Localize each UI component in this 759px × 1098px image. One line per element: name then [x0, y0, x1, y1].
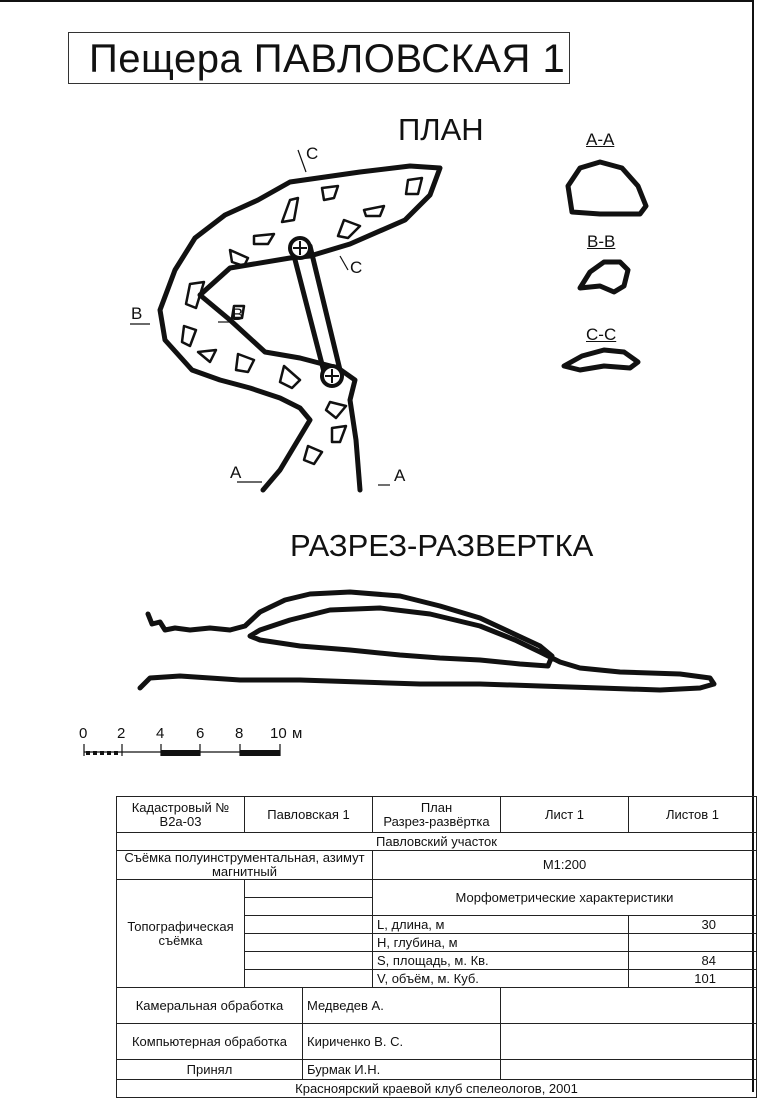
views-line2: Разрез-развёртка: [383, 813, 490, 829]
accepted-label: Принял: [117, 1060, 303, 1080]
cave-title: Пещера ПАВЛОВСКАЯ 1: [89, 37, 566, 81]
topo-row-3: [245, 916, 373, 934]
views-cell: [373, 797, 501, 833]
plan-passage-right: [310, 246, 340, 370]
views-line1: План: [420, 799, 453, 815]
length-label: L, длина, м: [373, 916, 629, 934]
marker-c-right: C: [350, 258, 363, 277]
accepted-value: Бурмак И.Н.: [303, 1060, 501, 1080]
plan-heading: ПЛАН: [398, 112, 484, 147]
accepted-empty: [501, 1060, 757, 1080]
scale-cell: М1:200: [373, 851, 757, 880]
district-cell: Павловский участок: [117, 833, 757, 851]
marker-a-right: A: [394, 466, 406, 485]
section-cc-label: C-C: [586, 325, 617, 344]
depth-value: [629, 934, 757, 952]
topo-row-2: [245, 898, 373, 916]
length-value: 30: [629, 916, 757, 934]
topo-row-5: [245, 952, 373, 970]
computer-label: Компьютерная обработка: [117, 1024, 303, 1060]
marker-b-left: B: [131, 304, 143, 323]
plan-passage-left: [292, 248, 324, 372]
section-bb-label: B-B: [587, 232, 616, 251]
section-aa-label: A-A: [586, 130, 615, 149]
cadastral-cell: [117, 797, 245, 833]
survey-type-cell: Съёмка полуинструментальная, азимут магнитный: [117, 851, 373, 880]
topo-row-6: [245, 970, 373, 988]
scale-tick-10: 10: [270, 725, 287, 742]
sheets-cell: Листов 1: [629, 797, 757, 833]
scale-unit: м: [292, 725, 303, 742]
topo-row-1: [245, 880, 373, 898]
cave-name-cell: Павловская 1: [245, 797, 373, 833]
sheet-cell: Лист 1: [501, 797, 629, 833]
scale-tick-4: 4: [156, 725, 165, 742]
section-heading: РАЗРЕЗ-РАЗВЕРТКА: [290, 528, 594, 563]
topo-row-4: [245, 934, 373, 952]
marker-a-left: A: [230, 463, 242, 482]
section-aa-shape: [568, 162, 646, 214]
scale-tick-8: 8: [235, 725, 244, 742]
profile-upper-wall: [140, 592, 714, 690]
scale-tick-2: 2: [117, 725, 126, 742]
marker-c-top: C: [306, 144, 319, 163]
title-block: [116, 796, 757, 1098]
section-bb-shape: [580, 262, 628, 292]
volume-label: V, объём, м. Куб.: [373, 970, 629, 988]
volume-value: 101: [629, 970, 757, 988]
marker-b-right: B: [232, 305, 244, 324]
cadastral-value: В2а-03: [159, 813, 202, 829]
cameral-value: Медведев А.: [303, 988, 501, 1024]
computer-empty: [501, 1024, 757, 1060]
cadastral-label: Кадастровый №: [131, 799, 230, 815]
scale-bar: [84, 744, 280, 756]
topo-survey-cell: Топографическая съёмка: [117, 880, 245, 988]
area-label: S, площадь, м. Кв.: [373, 952, 629, 970]
section-cc-shape: [564, 350, 638, 370]
depth-label: H, глубина, м: [373, 934, 629, 952]
scale-tick-0: 0: [79, 725, 88, 742]
cameral-empty: [501, 988, 757, 1024]
plan-outer-wall: [160, 166, 440, 490]
scale-tick-6: 6: [196, 725, 205, 742]
morpho-header-cell: Морфометрические характеристики: [373, 880, 757, 916]
cameral-label: Камеральная обработка: [117, 988, 303, 1024]
club-cell: Красноярский краевой клуб спелеологов, 2001: [117, 1080, 757, 1098]
area-value: 84: [629, 952, 757, 970]
computer-value: Кириченко В. С.: [303, 1024, 501, 1060]
